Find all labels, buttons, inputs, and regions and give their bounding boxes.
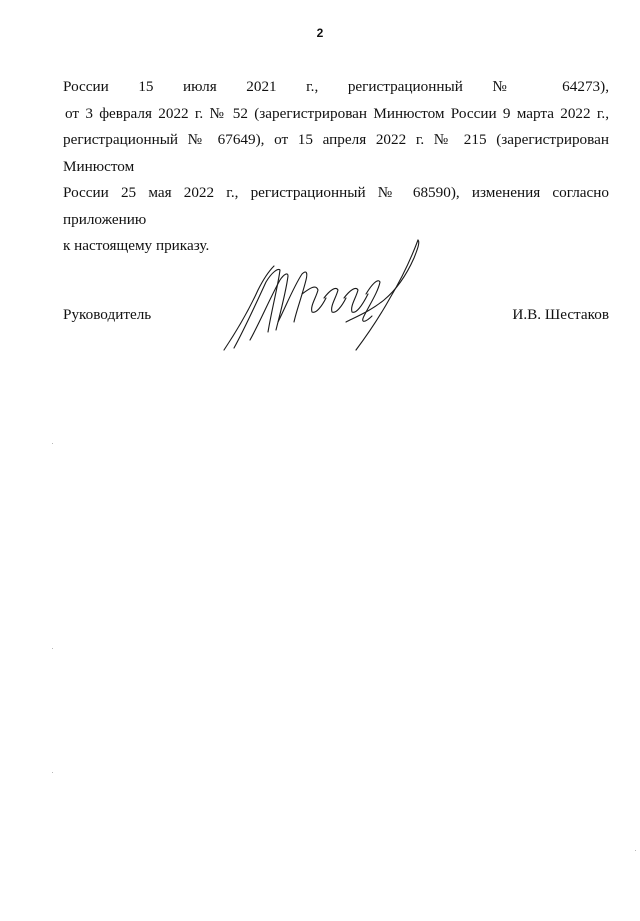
signatory-name: И.В. Шестаков	[512, 306, 609, 323]
paragraph-line: России 25 мая 2022 г., регистрационный № 68590), изменения согласно приложению	[63, 184, 609, 228]
body-paragraph	[63, 74, 609, 260]
page-number: 2	[316, 26, 324, 40]
signatory-title: Руководитель	[63, 306, 152, 323]
paragraph-line: регистрационный № 67649), от 15 апреля 2022 г. № 215 (зарегистрирован Минюстом	[63, 131, 609, 175]
handwritten-signature	[220, 236, 425, 354]
paragraph-line: России 15 июля 2021 г., регистрационный № 64273),	[63, 78, 609, 95]
paragraph-line: от 3 февраля 2022 г. № 52 (зарегистрирован Минюстом России 9 марта 2022 г.,	[65, 104, 609, 122]
paragraph-line: к настоящему приказу.	[63, 237, 210, 254]
